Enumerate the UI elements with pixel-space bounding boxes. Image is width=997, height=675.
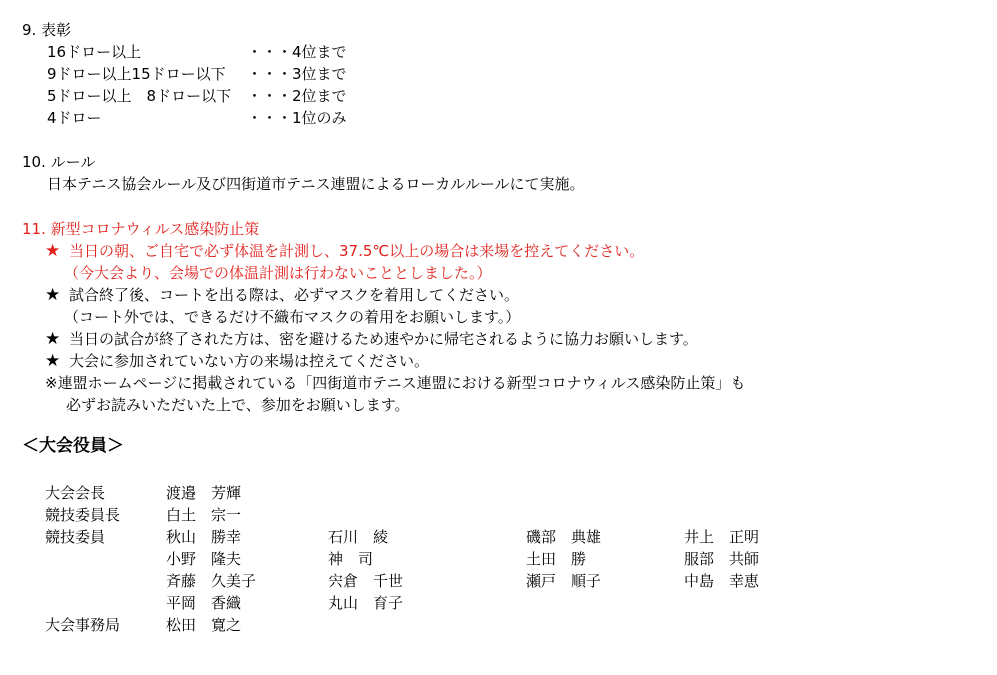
awards-row-label: 9ドロー以上15ドロー以下 — [47, 65, 226, 83]
awards-row-value: ・・・1位のみ — [247, 109, 347, 127]
chair-name: 白土 宗一 — [166, 506, 242, 524]
star-icon: ★ — [45, 241, 61, 261]
awards-heading: 9. 表彰 — [22, 21, 72, 39]
covid-item-4: 大会に参加されていない方の来場は控えてください。 — [69, 352, 430, 370]
committee-member: 瀬戸 順子 — [526, 572, 602, 590]
committee-member: 服部 共師 — [684, 550, 760, 568]
covid-heading: 11. 新型コロナウィルス感染防止策 — [22, 220, 260, 238]
president-label: 大会会長 — [45, 484, 106, 502]
committee-member: 石川 綾 — [328, 528, 389, 546]
officials-heading: ＜大会役員＞ — [22, 436, 124, 456]
committee-member: 小野 隆夫 — [166, 550, 242, 568]
committee-member: 宍倉 千世 — [328, 572, 404, 590]
awards-row-label: 4ドロー — [47, 109, 102, 127]
committee-member: 磯部 典雄 — [526, 528, 602, 546]
covid-note-line-1: ※連盟ホームページに掲載されている「四街道市テニス連盟における新型コロナウィルス感染防止策」も — [45, 374, 746, 392]
star-icon: ★ — [45, 285, 61, 305]
covid-item-2-note: （コート外では、できるだけ不織布マスクの着用をお願いします。） — [64, 308, 521, 326]
covid-item-1: 当日の朝、ご自宅で必ず体温を計測し、37.5℃以上の場合は来場を控えてください。 — [69, 242, 645, 260]
awards-row-value: ・・・2位まで — [247, 87, 347, 105]
covid-item-1-note: （今大会より、会場での体温計測は行わないこととしました。） — [64, 264, 492, 282]
office-name: 松田 寛之 — [166, 616, 242, 634]
committee-member: 神 司 — [328, 550, 374, 568]
covid-item-2: 試合終了後、コートを出る際は、必ずマスクを着用してください。 — [69, 286, 520, 304]
covid-item-3: 当日の試合が終了された方は、密を避けるため速やかに帰宅されるように協力お願いします。 — [69, 330, 698, 348]
committee-member: 平岡 香織 — [166, 594, 242, 612]
president-name: 渡邉 芳輝 — [166, 484, 242, 502]
awards-row-value: ・・・3位まで — [247, 65, 347, 83]
awards-row-label: 5ドロー以上 8ドロー以下 — [47, 87, 232, 105]
committee-member: 中島 幸恵 — [684, 572, 760, 590]
rules-heading: 10. ルール — [22, 153, 96, 171]
rules-text: 日本テニス協会ルール及び四街道市テニス連盟によるローカルルールにて実施。 — [47, 175, 585, 193]
committee-member: 井上 正明 — [684, 528, 760, 546]
chair-label: 競技委員長 — [45, 506, 121, 524]
awards-row-label: 16ドロー以上 — [47, 43, 142, 61]
awards-row-value: ・・・4位まで — [247, 43, 347, 61]
star-icon: ★ — [45, 351, 61, 371]
committee-member: 斉藤 久美子 — [166, 572, 257, 590]
committee-member: 丸山 育子 — [328, 594, 404, 612]
committee-label: 競技委員 — [45, 528, 106, 546]
committee-member: 秋山 勝幸 — [166, 528, 242, 546]
covid-note-line-2: 必ずお読みいただいた上で、参加をお願いします。 — [66, 396, 410, 414]
office-label: 大会事務局 — [45, 616, 121, 634]
committee-member: 土田 勝 — [526, 550, 587, 568]
star-icon: ★ — [45, 329, 61, 349]
